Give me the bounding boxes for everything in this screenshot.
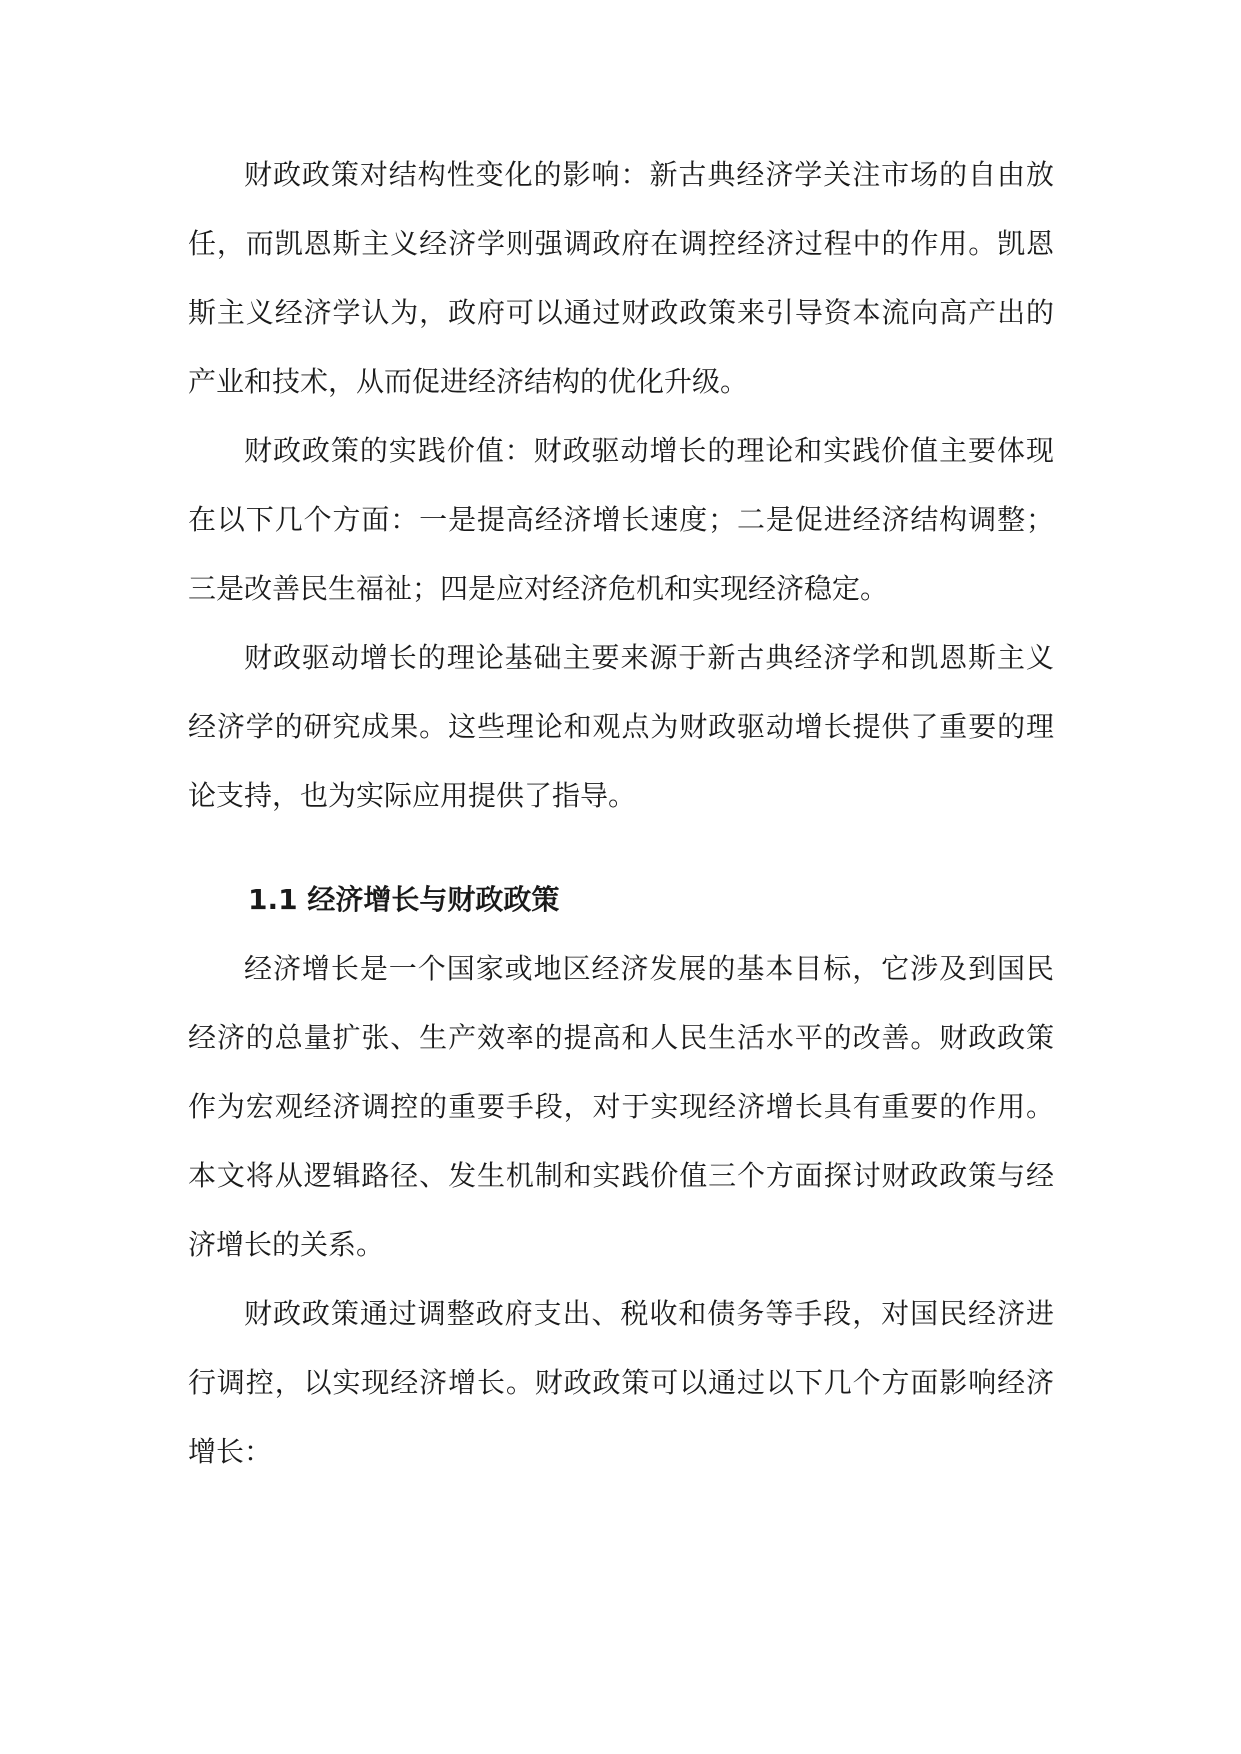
paragraph-growth-goal: 经济增长是一个国家或地区经济发展的基本目标，它涉及到国民经济的总量扩张、生产效率的提高和人民生活水平的改善。财政政策作为宏观经济调控的重要手段，对于实现经济增长具有重要的作用。本文将从逻辑路径、发生机制和实践价值三个方面探讨财政政策与经济增长的关系。 [188, 952, 1054, 1261]
paragraph-theoretical-basis: 财政驱动增长的理论基础主要来源于新古典经济学和凯恩斯主义经济学的研究成果。这些理论和观点为财政驱动增长提供了重要的理论支持，也为实际应用提供了指导。 [188, 641, 1054, 812]
paragraph-policy-tools: 财政政策通过调整政府支出、税收和债务等手段，对国民经济进行调控，以实现经济增长。财政政策可以通过以下几个方面影响经济增长： [188, 1297, 1054, 1468]
document-body [188, 140, 1054, 1486]
paragraph-structural-change: 财政政策对结构性变化的影响：新古典经济学关注市场的自由放任，而凯恩斯主义经济学则强调政府在调控经济过程中的作用。凯恩斯主义经济学认为，政府可以通过财政政策来引导资本流向高产出的产业和技术，从而促进经济结构的优化升级。 [188, 158, 1054, 398]
paragraph-practical-value: 财政政策的实践价值：财政驱动增长的理论和实践价值主要体现在以下几个方面：一是提高经济增长速度；二是促进经济结构调整；三是改善民生福祉；四是应对经济危机和实现经济稳定。 [188, 434, 1054, 605]
section-heading: 1.1 经济增长与财政政策 [248, 883, 560, 916]
